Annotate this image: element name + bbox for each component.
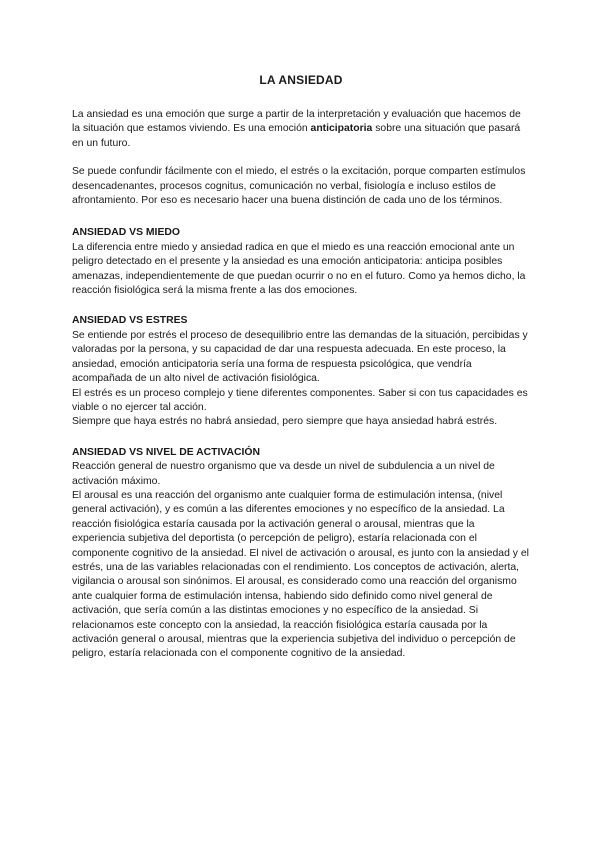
section-paragraph: El estrés es un proceso complejo y tiene diferentes componentes. Saber si con tus capacidades es viable o no ejercer tal acción.	[72, 387, 528, 413]
intro-text-after: sobre una situación que pasará en un futuro.	[72, 123, 521, 149]
section-estres	[72, 314, 530, 429]
section-paragraph: Siempre que haya estrés no habrá ansiedad, pero siempre que haya ansiedad habrá estrés.	[72, 416, 498, 428]
section-paragraph: El arousal es una reacción del organismo ante cualquier forma de estimulación intensa, (nivel general activación), y es común a las diferentes emociones y no específico de la ansiedad. La reacción fisiológica estaría causada por la activación general o arousal, mientras que la experiencia subjetiva del deportista (o percepción de peligro), estaría relacionada con el componente cognitivo de la ansiedad. El nivel de activación o arousal, es junto con la ansiedad y el estrés, una de las variables relacionadas con el rendimiento. Los conceptos de activación, alerta, vigilancia o arousal son sinónimos. El arousal, es considerado como una reacción del organismo ante cualquier forma de estimulación intensa, habiendo sido definido como nivel general de activación, que sería común a las distintas emociones y no específico de la ansiedad. Si relacionamos este concepto con la ansiedad, la reacción fisiológica estaría causada por la activación general o arousal, mientras que la experiencia subjetiva del individuo o percepción de peligro, estaría relacionada con el componente cognitivo de la ansiedad.	[72, 489, 529, 660]
section-paragraph: Se entiende por estrés el proceso de desequilibrio entre las demandas de la situación, percibidas y valoradas por la persona, y su capacidad de dar una respuesta adecuada. En este proceso, la ansiedad, emoción anticipatoria sería una forma de respuesta psicológica, que vendría acompañada de un alto nivel de activación fisiológica.	[72, 329, 528, 385]
document-page	[72, 72, 530, 674]
section-paragraph: La diferencia entre miedo y ansiedad radica en que el miedo es una reacción emocional ante un peligro detectado en el presente y la ansiedad es una emoción anticipatoria: anticipa posibles amenazas, independientemente de que puedan ocurrir o no en el futuro. Como ya hemos dicho, la reacción fisiológica será la misma frente a las dos emociones.	[72, 241, 526, 297]
section-miedo	[72, 226, 530, 298]
section-heading: ANSIEDAD VS ESTRES	[72, 315, 188, 327]
section-heading: ANSIEDAD VS NIVEL DE ACTIVACIÓN	[72, 446, 261, 458]
section-heading: ANSIEDAD VS MIEDO	[72, 227, 180, 239]
spacer	[72, 151, 530, 165]
spacer	[72, 208, 530, 226]
intro-bold-word: anticipatoria	[310, 123, 373, 135]
document-title: LA ANSIEDAD	[259, 73, 343, 87]
section-paragraph: Reacción general de nuestro organismo que va desde un nivel de subdulencia a un nivel de activación máximo.	[72, 461, 495, 487]
intro-paragraph-1	[72, 108, 530, 151]
section-activacion	[72, 446, 530, 662]
intro-paragraph-2: Se puede confundir fácilmente con el miedo, el estrés o la excitación, porque comparten estímulos desencadenantes, procesos cognitus, comunicación no verbal, fisiología e incluso estilos de afrontamiento. Por eso es necesario hacer una buena distinción de cada uno de los términos.	[72, 166, 526, 207]
intro-text-before: La ansiedad es una emoción que surge a partir de la interpretación y evaluación que hacemos de la situación que estamos viviendo. Es una emoción	[72, 109, 521, 135]
